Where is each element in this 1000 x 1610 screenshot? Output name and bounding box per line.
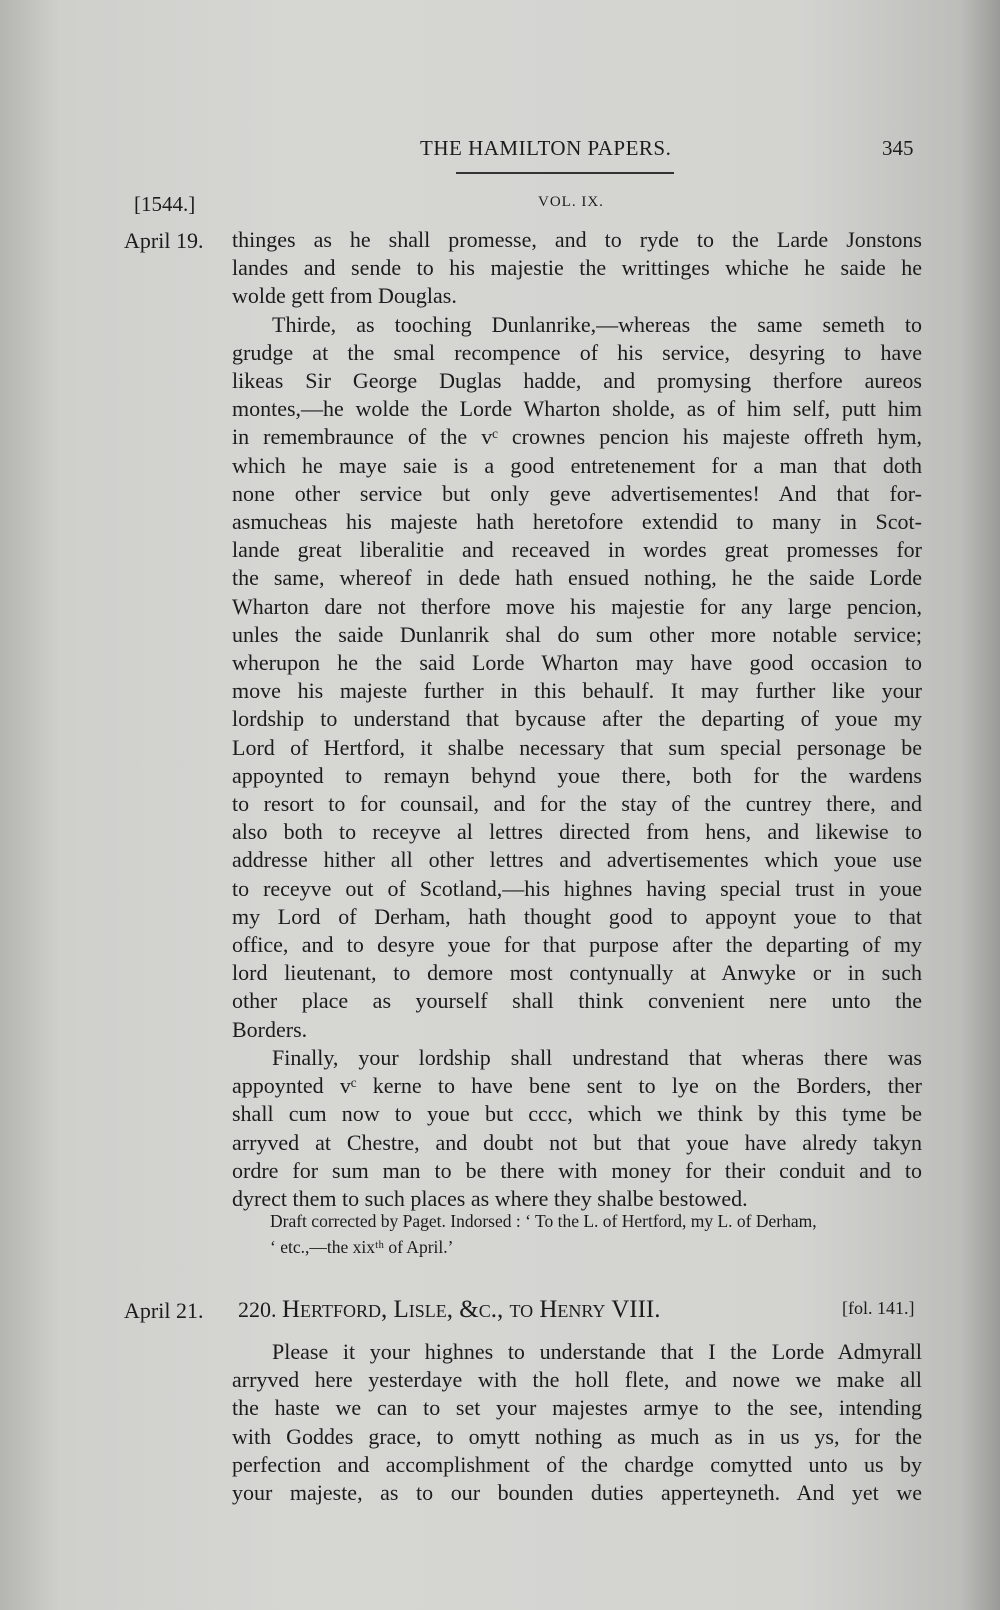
volume-label: VOL. IX. <box>538 194 604 210</box>
text-line: to resort to for counsail, and for the stay of the cuntrey there, and <box>232 791 922 817</box>
text-line: Finally, your lordship shall undrestand that wheras there was <box>272 1044 922 1070</box>
text-line: the same, whereof in dede hath ensued nothing, he the saide Lorde <box>232 565 922 591</box>
year-marker: [1544.] <box>134 192 196 216</box>
running-title: THE HAMILTON PAPERS. <box>420 136 672 160</box>
letter-number: 220. <box>238 1297 277 1322</box>
entry-220-text <box>232 1338 922 1507</box>
text-line: the haste we can to set your majestes armye to the see, intending <box>232 1395 922 1421</box>
text-line: lord lieutenant, to demore most contynually at Anwyke or in such <box>232 960 922 986</box>
text-line: appoynted vᶜ kerne to have bene sent to lye on the Borders, ther <box>232 1073 922 1099</box>
text-line: my Lord of Derham, hath thought good to appoynt youe to that <box>232 903 922 929</box>
margin-date-april-21: April 21. <box>124 1298 204 1323</box>
text-line: lordship to understand that bycause after the departing of youe my <box>232 706 922 732</box>
editorial-note <box>270 1208 930 1260</box>
text-line: Lord of Hertford, it shalbe necessary that sum special personage be <box>232 734 922 760</box>
text-line: asmucheas his majeste hath heretofore extendid to many in Scot- <box>232 509 922 535</box>
text-line: which he maye saie is a good entretenement for a man that doth <box>232 452 922 478</box>
text-line: Wharton dare not therfore move his majestie for any large pencion, <box>232 593 922 619</box>
letter-title: Hertford, Lisle, &c., to Henry VIII. <box>282 1296 661 1323</box>
margin-date-april-19: April 19. <box>124 228 204 253</box>
folio-reference: [fol. 141.] <box>842 1298 915 1318</box>
text-line: dyrect them to such places as where they shalbe bestowed. <box>232 1185 748 1211</box>
text-line: wherupon he the said Lorde Wharton may have good occasion to <box>232 650 922 676</box>
text-line: none other service but only geve advertisementes! And that for- <box>232 480 922 506</box>
note-line: ‘ etc.,—the xixᵗʰ of April.’ <box>270 1237 454 1257</box>
text-line: landes and sende to his majestie the writtinges whiche he saide he <box>232 255 922 281</box>
text-line: unles the saide Dunlanrik shal do sum other more notable service; <box>232 621 922 647</box>
text-line: addresse hither all other lettres and advertisementes which youe use <box>232 847 922 873</box>
text-line: office, and to desyre youe for that purpose after the departing of my <box>232 932 922 958</box>
page-number: 345 <box>882 136 914 160</box>
text-line: Borders. <box>232 1016 308 1042</box>
entry-219-text <box>232 226 922 1213</box>
text-line: arryved here yesterdaye with the holl flete, and nowe we make all <box>232 1367 922 1393</box>
text-line: likeas Sir George Duglas hadde, and promysing therfore aureos <box>232 368 922 394</box>
text-line: arryved at Chestre, and doubt not but that youe have alredy takyn <box>232 1129 922 1155</box>
text-line: shall cum now to youe but cccc, which we think by this tyme be <box>232 1101 922 1127</box>
text-line: ordre for sum man to be there with money for their conduit and to <box>232 1157 922 1183</box>
text-line: with Goddes grace, to omytt nothing as much as in us ys, for the <box>232 1423 922 1449</box>
text-line: grudge at the smal recompence of his service, desyring to have <box>232 339 922 365</box>
header-rule <box>456 172 674 174</box>
text-line: your majeste, as to our bounden duties apperteyneth. And yet we <box>232 1480 922 1506</box>
text-line: Thirde, as tooching Dunlanrike,—whereas the same semeth to <box>272 311 922 337</box>
text-line: move his majeste further in this behaulf. It may further like your <box>232 678 922 704</box>
text-line: wolde gett from Douglas. <box>232 283 457 309</box>
text-line: also both to receyve al lettres directed from hens, and likewise to <box>232 819 922 845</box>
note-line: Draft corrected by Paget. Indorsed : ‘ To the L. of Hertford, my L. of Derham, <box>270 1211 817 1231</box>
text-line: appoynted to remayn behynd youe there, both for the wardens <box>232 762 922 788</box>
text-line: lande great liberalitie and receaved in wordes great promesses for <box>232 537 922 563</box>
text-line: to receyve out of Scotland,—his highnes having special trust in youe <box>232 875 922 901</box>
text-line: in remembraunce of the vᶜ crownes pencion his majeste offreth hym, <box>232 424 922 450</box>
letter-heading <box>238 1296 661 1324</box>
text-line: Please it your highnes to understande that I the Lorde Admyrall <box>272 1339 922 1364</box>
text-line: montes,—he wolde the Lorde Wharton sholde, as of him self, putt him <box>232 396 922 422</box>
text-line: other place as yourself shall think convenient nere unto the <box>232 988 922 1014</box>
text-line: thinges as he shall promesse, and to ryde to the Larde Jonstons <box>232 227 922 252</box>
text-line: perfection and accomplishment of the chardge comytted unto us by <box>232 1451 922 1477</box>
